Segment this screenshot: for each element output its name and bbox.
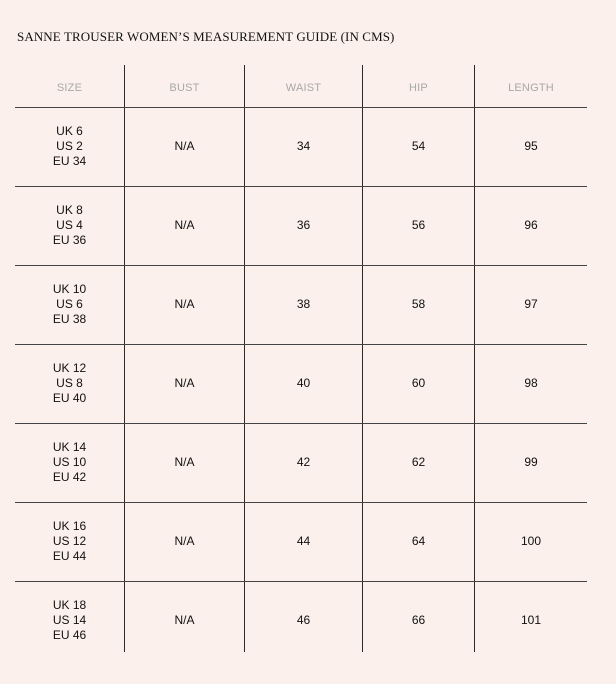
size-label: UK 12 [52, 361, 87, 375]
size-label: UK 8 [56, 203, 83, 217]
table-cell-size [15, 203, 124, 248]
table-cell-hip: 54 [411, 139, 426, 153]
column-header-waist: WAIST [285, 82, 322, 94]
table-cell-waist: 42 [296, 455, 311, 469]
row-divider [15, 265, 587, 266]
table-cell-waist: 38 [296, 297, 311, 311]
size-label: UK 16 [52, 519, 87, 533]
table-cell-hip: 60 [411, 376, 426, 390]
size-label: US 2 [56, 139, 83, 153]
table-cell-size [15, 282, 124, 327]
table-cell-waist: 44 [296, 534, 311, 548]
row-divider [15, 502, 587, 503]
table-cell-waist: 40 [296, 376, 311, 390]
table-cell-length: 95 [524, 139, 538, 153]
table-cell-bust: N/A [174, 534, 195, 548]
table-cell-size [15, 519, 124, 564]
table-cell-hip: 66 [411, 613, 426, 627]
size-label: US 8 [56, 376, 83, 390]
size-label: EU 42 [52, 470, 87, 484]
size-label: EU 46 [52, 628, 87, 642]
table-cell-waist: 34 [296, 139, 311, 153]
table-cell-bust: N/A [174, 613, 195, 627]
size-label: EU 38 [52, 312, 87, 326]
row-divider [15, 186, 587, 187]
row-divider [15, 423, 587, 424]
table-cell-bust: N/A [174, 297, 195, 311]
table-cell-waist: 36 [296, 218, 311, 232]
table-cell-bust: N/A [174, 218, 195, 232]
size-label: EU 36 [52, 233, 87, 247]
size-label: US 14 [52, 613, 87, 627]
size-label: EU 40 [52, 391, 87, 405]
column-header-size: SIZE [56, 82, 83, 94]
size-label: US 10 [52, 455, 87, 469]
table-cell-length: 100 [520, 534, 542, 548]
size-label: EU 34 [52, 154, 87, 168]
page-title: SANNE TROUSER WOMEN’S MEASUREMENT GUIDE (IN CMS) [17, 29, 395, 44]
table-cell-length: 101 [520, 613, 542, 627]
row-divider [15, 581, 587, 582]
table-cell-length: 96 [524, 218, 538, 232]
size-label: UK 6 [56, 124, 83, 138]
size-label: UK 10 [52, 282, 87, 296]
size-label: US 12 [52, 534, 87, 548]
size-label: UK 18 [52, 598, 87, 612]
size-label: US 4 [56, 218, 83, 232]
table-cell-size [15, 361, 124, 406]
column-header-bust: BUST [169, 82, 200, 94]
table-cell-size [15, 440, 124, 485]
column-header-hip: HIP [409, 82, 428, 94]
row-divider [15, 107, 587, 108]
table-cell-length: 97 [524, 297, 538, 311]
column-header-length: LENGTH [508, 82, 554, 94]
table-cell-hip: 62 [411, 455, 426, 469]
table-cell-length: 98 [524, 376, 538, 390]
table-cell-hip: 56 [411, 218, 426, 232]
table-cell-bust: N/A [174, 376, 195, 390]
table-cell-size [15, 598, 124, 643]
size-label: EU 44 [52, 549, 87, 563]
table-cell-waist: 46 [296, 613, 311, 627]
table-cell-hip: 58 [411, 297, 426, 311]
table-cell-length: 99 [524, 455, 538, 469]
size-label: UK 14 [52, 440, 87, 454]
row-divider [15, 344, 587, 345]
table-cell-bust: N/A [174, 139, 195, 153]
table-cell-bust: N/A [174, 455, 195, 469]
table-cell-hip: 64 [411, 534, 426, 548]
size-label: US 6 [56, 297, 83, 311]
table-cell-size [15, 124, 124, 169]
